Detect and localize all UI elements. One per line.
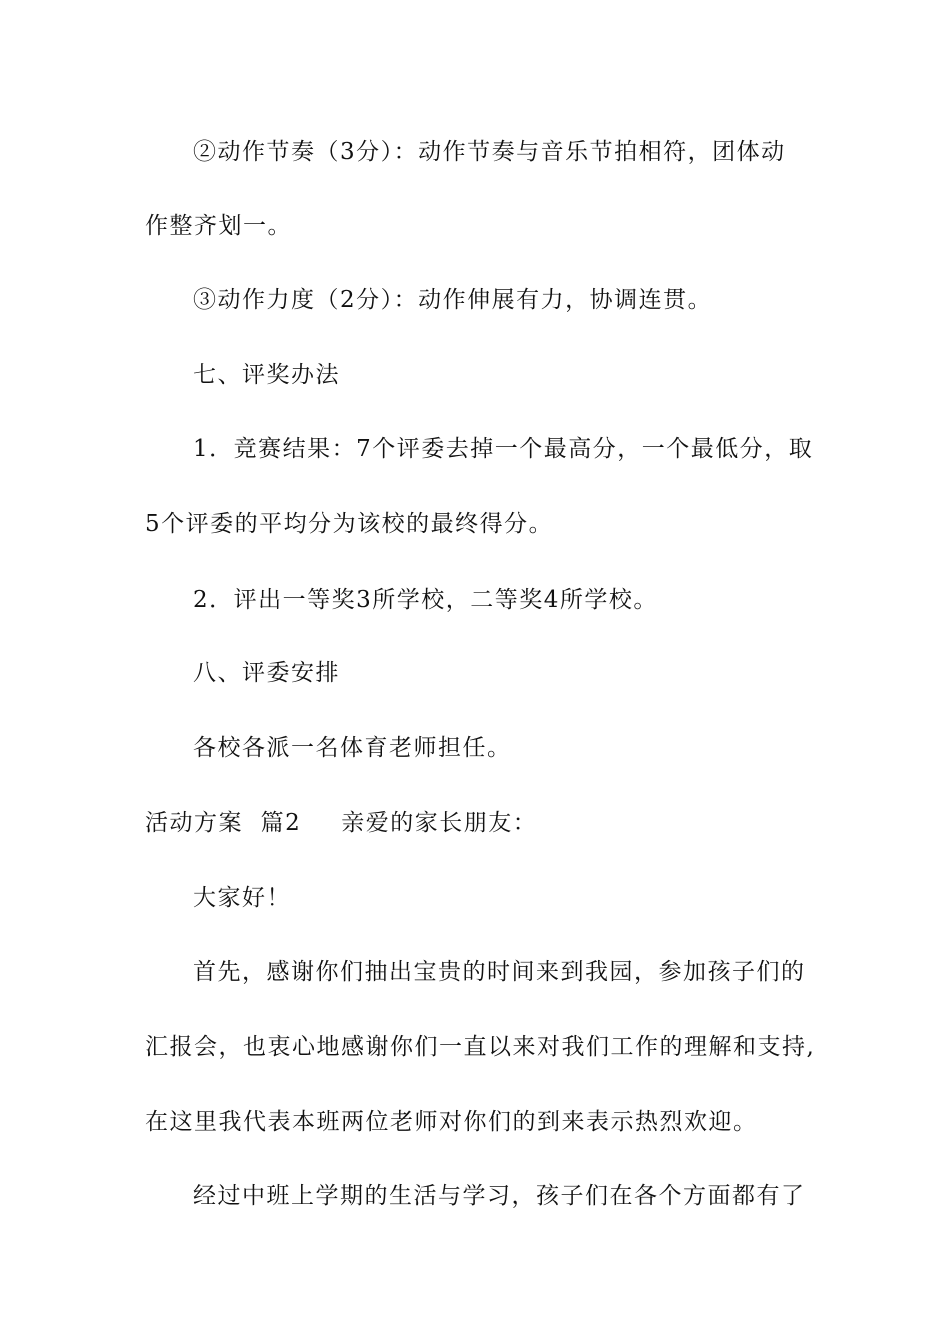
greeting: 亲爱的家长朋友：	[341, 810, 538, 836]
paragraph-line: 经过中班上学期的生活与学习，孩子们在各个方面都有了	[193, 1183, 806, 1209]
paragraph-line: 作整齐划一。	[145, 213, 292, 239]
paragraph-line: ②动作节奏（3分）：动作节奏与音乐节拍相符，团体动	[193, 139, 786, 165]
paragraph-line: 各校各派一名体育老师担任。	[193, 735, 512, 761]
paragraph-line: 大家好！	[193, 885, 291, 911]
paragraph-line: 首先，感谢你们抽出宝贵的时间来到我园，参加孩子们的	[193, 959, 806, 985]
paragraph-line: 1．竞赛结果：7个评委去掉一个最高分，一个最低分，取	[193, 436, 814, 462]
section-heading: 七、评奖办法	[193, 362, 340, 388]
paragraph-line: 在这里我代表本班两位老师对你们的到来表示热烈欢迎。	[145, 1109, 758, 1135]
article-title: 活动方案 篇2	[145, 810, 302, 836]
paragraph-line: 2．评出一等奖3所学校，二等奖4所学校。	[193, 587, 658, 613]
article-title-line	[145, 803, 815, 843]
paragraph-line: 汇报会，也衷心地感谢你们一直以来对我们工作的理解和支持,	[145, 1034, 816, 1060]
section-heading: 八、评委安排	[193, 660, 340, 686]
paragraph-line: ③动作力度（2分）：动作伸展有力，协调连贯。	[193, 287, 713, 313]
paragraph-line: 5个评委的平均分为该校的最终得分。	[145, 511, 554, 537]
